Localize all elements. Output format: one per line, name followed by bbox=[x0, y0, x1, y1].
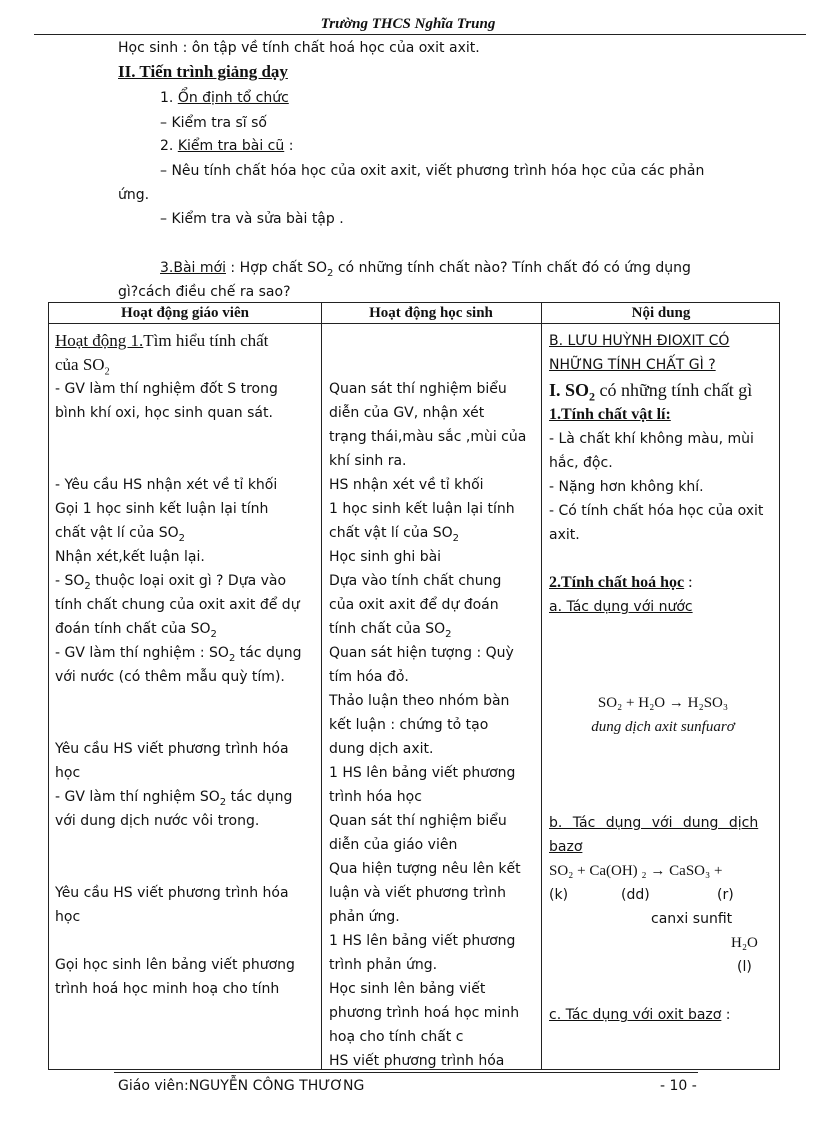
phys-line: - Là chất khí không màu, mùi bbox=[549, 431, 754, 447]
teacher-line: Yêu cầu HS viết phương trình hóa bbox=[55, 885, 289, 901]
footer-page-number: - 10 - bbox=[660, 1078, 697, 1094]
sub-a-title: a. Tác dụng với nước bbox=[549, 599, 693, 615]
step1-title: Ổn định tổ chức bbox=[177, 90, 289, 106]
teacher-line: với nước (có thêm mẫu quỳ tím). bbox=[55, 669, 285, 685]
footer-teacher: Giáo viên:NGUYỄN CÔNG THƯƠNG bbox=[118, 1078, 365, 1094]
sub-b-title: b. Tác dụng với dung dịch bbox=[549, 815, 759, 831]
step1-heading bbox=[160, 90, 289, 106]
teacher-line: - GV làm thí nghiệm $SO_2$ tác dụng bbox=[55, 789, 293, 808]
step1-item: – Kiểm tra sĩ số bbox=[160, 115, 267, 131]
student-line: Qua hiện tượng nêu lên kết bbox=[329, 861, 521, 877]
student-line: của oxit axit để dự đoán bbox=[329, 597, 499, 613]
table-col-divider-1 bbox=[321, 303, 322, 1069]
student-line: trình hóa học bbox=[329, 789, 422, 805]
student-line: chất vật lí của $SO_2$ bbox=[329, 525, 460, 544]
student-line: khí sinh ra. bbox=[329, 453, 407, 469]
sub-c-title: c. Tác dụng với oxit bazơ : bbox=[549, 1007, 731, 1023]
student-line: 1 HS lên bảng viết phương bbox=[329, 933, 516, 949]
content-column bbox=[549, 329, 777, 1027]
header-content: Nội dung bbox=[631, 305, 691, 321]
teacher-line: học bbox=[55, 909, 81, 925]
student-line: Quan sát hiện tượng : Quỳ bbox=[329, 645, 514, 661]
step2-item1: – Nêu tính chất hóa học của oxit axit, viết phương trình hóa học của các phản bbox=[160, 163, 705, 179]
equation-2-water: H₂O bbox=[731, 935, 758, 951]
student-line: trình phản ứng. bbox=[329, 957, 438, 973]
student-line: phương trình hoá học minh bbox=[329, 1005, 520, 1021]
step2-colon: : bbox=[288, 138, 294, 154]
step3-sub: 2 bbox=[327, 267, 334, 279]
student-column bbox=[329, 377, 526, 1073]
physical-props-title: 1.Tính chất vật lí: bbox=[549, 406, 671, 423]
student-line: dung dịch axit. bbox=[329, 741, 434, 757]
activity-label: Hoạt động 1. bbox=[55, 331, 144, 350]
teacher-line: đoán tính chất của $SO_2$ bbox=[55, 621, 217, 640]
student-line: luận và viết phương trình bbox=[329, 885, 506, 901]
teacher-line: - GV làm thí nghiệm : $SO_2$ tác dụng bbox=[55, 645, 302, 664]
student-line: Quan sát thí nghiệm biểu bbox=[329, 813, 507, 829]
equation-2-states: (k) (dd) (r) bbox=[549, 887, 734, 903]
student-line: HS viết phương trình hóa bbox=[329, 1053, 505, 1069]
step2-heading bbox=[160, 138, 293, 154]
step2-number: 2. bbox=[160, 138, 174, 154]
content-heading-1: I. $SO_2$ có những tính chất gì bbox=[549, 380, 753, 404]
student-line: diễn của GV, nhận xét bbox=[329, 405, 485, 421]
page-header-school: Trường THCS Nghĩa Trung bbox=[320, 16, 496, 32]
header-divider bbox=[34, 34, 806, 35]
table-header-divider bbox=[49, 323, 779, 324]
step2-item1-cont: ứng. bbox=[118, 187, 150, 203]
content-title-line-2: NHỮNG TÍNH CHẤT GÌ ? bbox=[549, 357, 716, 373]
phys-line: hắc, độc. bbox=[549, 455, 613, 471]
equation-1: SO₂ + H₂O → H₂SO₃ bbox=[597, 695, 729, 711]
student-line: 1 HS lên bảng viết phương bbox=[329, 765, 516, 781]
student-line: hoạ cho tính chất c bbox=[329, 1029, 464, 1045]
student-line: tím hóa đỏ. bbox=[329, 669, 409, 685]
step3-text-a: : Hợp chất SO bbox=[225, 260, 328, 276]
step3-line bbox=[160, 260, 691, 279]
content-title-line-1: B. LƯU HUỲNH ĐIOXIT CÓ bbox=[549, 333, 730, 349]
student-line: Dựa vào tính chất chung bbox=[329, 573, 502, 589]
activity-sub: 2 bbox=[104, 366, 110, 378]
teacher-line: Yêu cầu HS viết phương trình hóa bbox=[55, 741, 289, 757]
step3-cont: gì?cách điều chế ra sao? bbox=[118, 284, 291, 300]
equation-2-water-state: (l) bbox=[737, 959, 752, 975]
student-line: Học sinh ghi bài bbox=[329, 549, 442, 565]
student-line: trạng thái,màu sắc ,mùi của bbox=[329, 429, 527, 445]
header-student: Hoạt động học sinh bbox=[369, 305, 493, 321]
step2-title: Kiểm tra bài cũ bbox=[177, 138, 285, 154]
teacher-line: - $SO_2$ thuộc loại oxit gì ? Dựa vào bbox=[55, 573, 287, 592]
student-line: phản ứng. bbox=[329, 909, 400, 925]
equation-2: SO₂ + Ca(OH) ₂ → CaSO₃ + bbox=[549, 863, 723, 879]
teacher-line: chất vật lí của $SO_2$ bbox=[55, 525, 186, 544]
phys-line: axit. bbox=[549, 527, 580, 543]
activity-rest: Tìm hiểu tính chất bbox=[143, 331, 269, 350]
teacher-activity-title bbox=[55, 329, 302, 353]
equation-2-product-name: canxi sunfit bbox=[651, 911, 733, 927]
step1-number: 1. bbox=[160, 90, 174, 106]
lesson-table bbox=[48, 302, 780, 1070]
teacher-line: với dung dịch nước vôi trong. bbox=[55, 813, 260, 829]
footer-divider bbox=[114, 1072, 698, 1073]
sub-b-title-cont: bazơ bbox=[549, 839, 583, 855]
student-line: HS nhận xét về tỉ khối bbox=[329, 477, 484, 493]
student-line: Học sinh lên bảng viết bbox=[329, 981, 486, 997]
teacher-line: - GV làm thí nghiệm đốt S trong bbox=[55, 381, 278, 397]
step3-text-b: có những tính chất nào? Tính chất đó có ứng dụng bbox=[333, 260, 691, 276]
student-line: diễn của giáo viên bbox=[329, 837, 458, 853]
teacher-line: tính chất chung của oxit axit để dự bbox=[55, 597, 300, 613]
phys-line: - Nặng hơn không khí. bbox=[549, 479, 704, 495]
teacher-line: Gọi học sinh lên bảng viết phương bbox=[55, 957, 295, 973]
student-line: 1 học sinh kết luận lại tính bbox=[329, 501, 515, 517]
teacher-line: Nhận xét,kết luận lại. bbox=[55, 549, 205, 565]
teacher-column bbox=[55, 329, 302, 1001]
student-line: Thảo luận theo nhóm bàn bbox=[329, 693, 510, 709]
step3-title: 3.Bài mới bbox=[160, 260, 226, 276]
teacher-line: học bbox=[55, 765, 81, 781]
activity-rest-2: của SO bbox=[55, 355, 105, 374]
chemical-props-title: 2.Tính chất hoá học : bbox=[549, 574, 693, 591]
student-line: kết luận : chứng tỏ tạo bbox=[329, 717, 489, 733]
teacher-activity-title-2 bbox=[55, 353, 302, 377]
equation-1-name: dung dịch axit sunfuarơ bbox=[591, 719, 735, 735]
step2-item2: – Kiểm tra và sửa bài tập . bbox=[160, 211, 344, 227]
teacher-line: - Yêu cầu HS nhận xét về tỉ khối bbox=[55, 477, 278, 493]
student-line: Quan sát thí nghiệm biểu bbox=[329, 381, 507, 397]
table-col-divider-2 bbox=[541, 303, 542, 1069]
header-teacher: Hoạt động giáo viên bbox=[121, 305, 249, 321]
student-prep-line: Học sinh : ôn tập về tính chất hoá học của oxit axit. bbox=[118, 40, 480, 56]
phys-line: - Có tính chất hóa học của oxit bbox=[549, 503, 764, 519]
section-title: II. Tiến trình giảng dạy bbox=[118, 62, 288, 81]
teacher-line: bình khí oxi, học sinh quan sát. bbox=[55, 405, 273, 421]
teacher-line: Gọi 1 học sinh kết luận lại tính bbox=[55, 501, 269, 517]
student-line: tính chất của $SO_2$ bbox=[329, 621, 452, 640]
teacher-line: trình hoá học minh hoạ cho tính bbox=[55, 981, 280, 997]
